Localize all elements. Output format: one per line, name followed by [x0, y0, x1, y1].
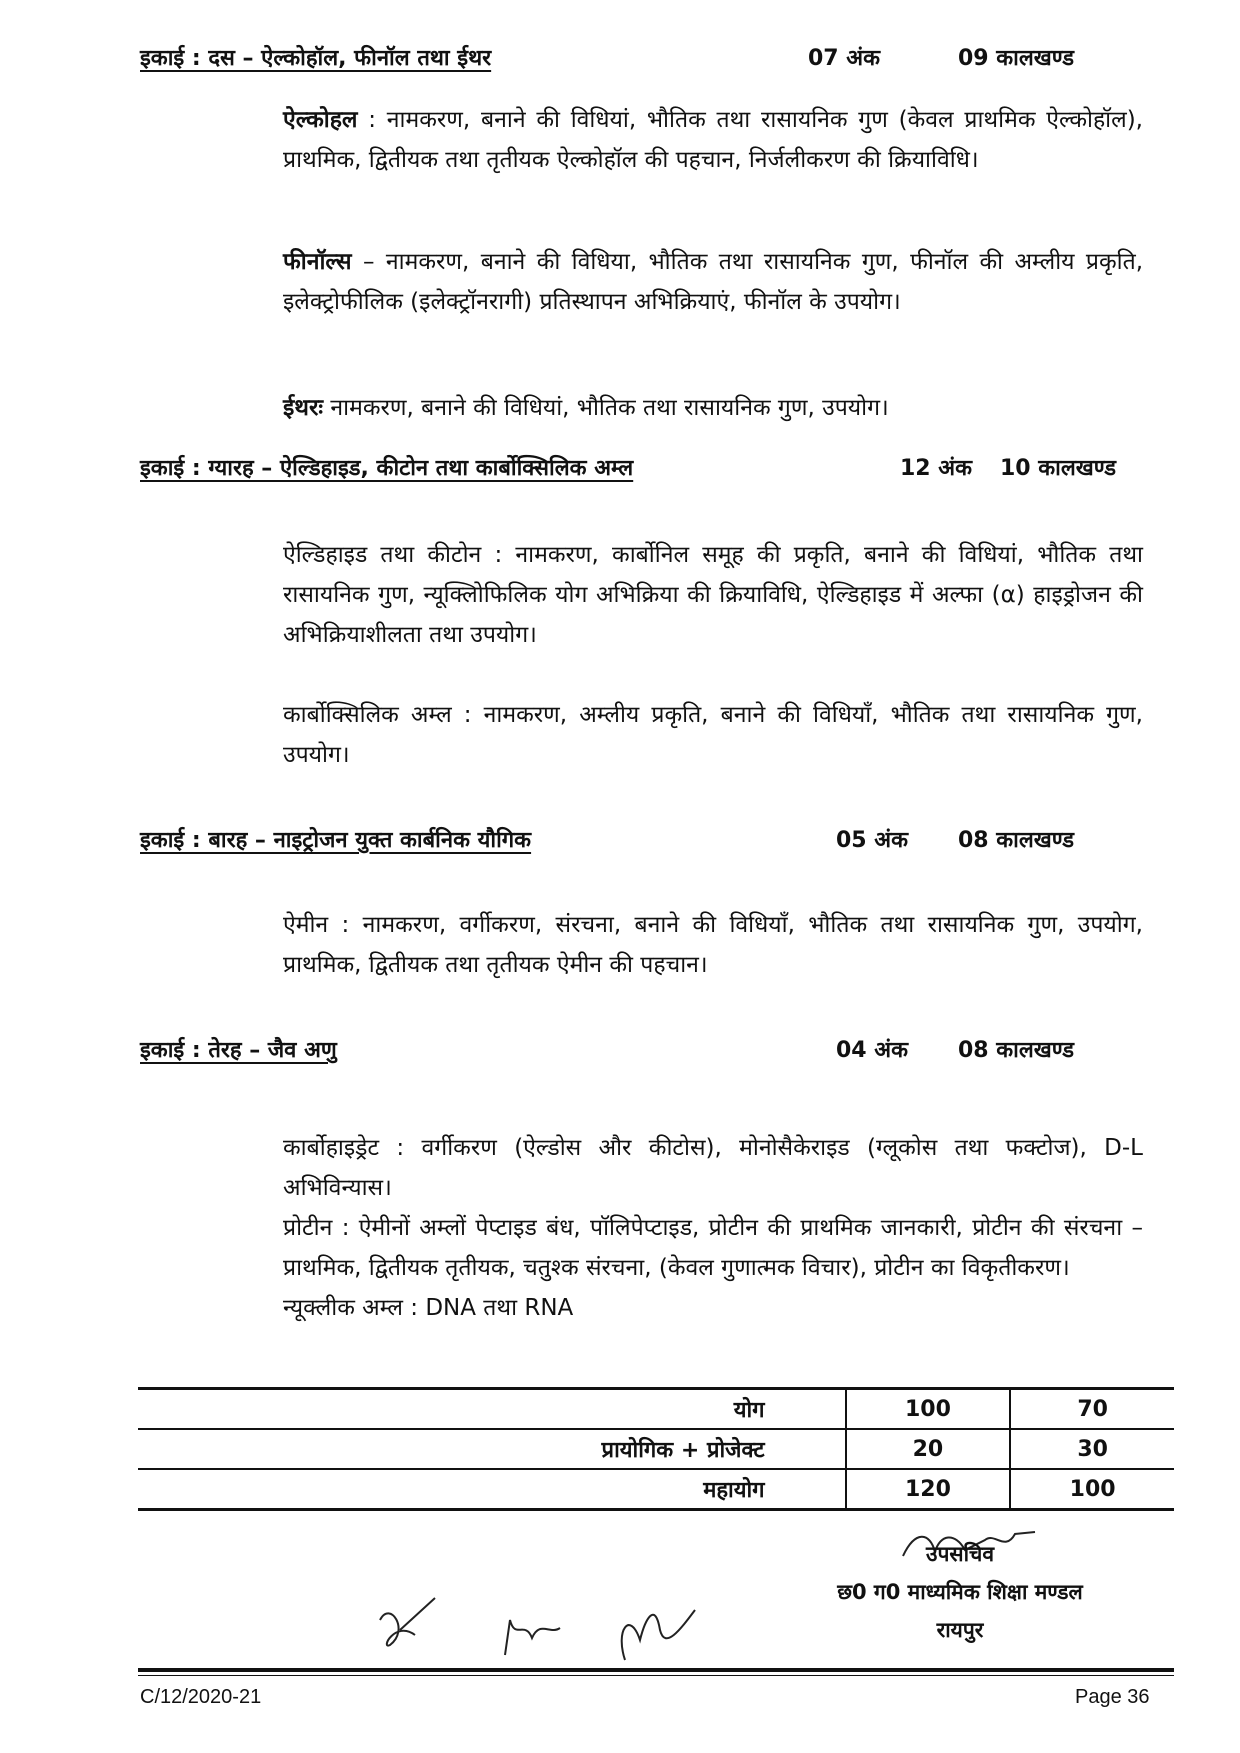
unit-13-marks: 04 अंक: [836, 1038, 908, 1063]
unit-10-heading: [140, 42, 1140, 82]
summary-total-periods: 70: [1010, 1389, 1174, 1430]
summary-label-total: योग: [733, 1398, 765, 1423]
unit-11-heading: [140, 452, 1160, 492]
summary-grand-total-periods: 100: [1010, 1469, 1174, 1510]
table-row: [138, 1469, 1174, 1510]
text-carboxylic: कार्बोक्सिलिक अम्ल : नामकरण, अम्लीय प्रकृति, बनाने की विधियाँ, भौतिक तथा रासायनिक गुण, उपयोग।: [283, 702, 1143, 768]
text-amine: ऐमीन : नामकरण, वर्गीकरण, संरचना, बनाने की विधियाँ, भौतिक तथा रासायनिक गुण, उपयोग, प्राथमिक, द्वितीयक तथा तृतीयक ऐमीन की पहचान।: [283, 912, 1143, 978]
text-aldehyde: ऐल्डिहाइड तथा कीटोन : नामकरण, कार्बोनिल समूह की प्रकृति, बनाने की विधियां, भौतिक तथा रासायनिक गुण, न्यूक्लिोफिलिक योग अभिक्रिया की क्रियाविधि, ऐल्डिहाइड में अल्फा (α) हाइड्रोजन की अभिक्रियाशीलता तथा उपयोग।: [283, 542, 1143, 648]
unit-11-para-aldehyde: [283, 535, 1143, 655]
text-ether: नामकरण, बनाने की विधियां, भौतिक तथा रासायनिक गुण, उपयोग।: [323, 395, 889, 421]
summary-grand-total-marks: 120: [846, 1469, 1011, 1510]
summary-label-practical: प्रायोगिक + प्रोजेक्ट: [601, 1438, 765, 1463]
unit-13-para-biomolecules: [283, 1128, 1143, 1328]
text-nucleic-acid: न्यूक्लीक अम्ल : DNA तथा RNA: [283, 1295, 574, 1321]
summary-total-marks: 100: [846, 1389, 1011, 1430]
unit-11-periods: 10 कालखण्ड: [1000, 456, 1117, 481]
term-ether: ईथरः: [283, 395, 324, 421]
committee-signatures: [360, 1590, 740, 1670]
summary-practical-periods: 30: [1010, 1429, 1174, 1469]
signatory-board: छ0 ग0 माध्यमिक शिक्षा मण्डल: [837, 1580, 1083, 1604]
unit-10-marks: 07 अंक: [808, 46, 880, 71]
unit-12-heading: [140, 824, 1140, 864]
unit-13-heading: [140, 1034, 1140, 1074]
unit-13-periods: 08 कालखण्ड: [958, 1038, 1075, 1063]
table-row: [138, 1389, 1174, 1430]
footer-divider: [138, 1668, 1174, 1672]
text-phenols: – नामकरण, बनाने की विधिया, भौतिक तथा रासायनिक गुण, फीनॉल की अम्लीय प्रकृति, इलेक्ट्रोफीलिक (इलेक्ट्रॉनरागी) प्रतिस्थापन अभिक्रियाएं, फीनॉल के उपयोग।: [283, 249, 1143, 315]
footer-divider-thin: [138, 1675, 1174, 1676]
unit-10-title: इकाई : दस – ऐल्कोहॉल, फीनॉल तथा ईथर: [140, 46, 492, 71]
unit-12-title: इकाई : बारह – नाइट्रोजन युक्त कार्बनिक यौगिक: [140, 828, 532, 853]
unit-11-marks: 12 अंक: [900, 456, 972, 481]
unit-10-periods: 09 कालखण्ड: [958, 46, 1075, 71]
unit-12-marks: 05 अंक: [836, 828, 908, 853]
document-code: C/12/2020-21: [140, 1686, 262, 1708]
unit-12-para-amine: [283, 905, 1143, 985]
signatory-block: [760, 1535, 1160, 1649]
term-alcohol: ऐल्कोहल: [283, 107, 358, 133]
unit-12-periods: 08 कालखण्ड: [958, 828, 1075, 853]
unit-10-para-alcohol: [283, 100, 1143, 180]
marks-summary-table: [138, 1387, 1174, 1511]
signatory-city: रायपुर: [936, 1618, 984, 1642]
unit-10-para-phenols: [283, 242, 1143, 322]
text-protein: प्रोटीन : ऐमीनों अम्लों पेप्टाइड बंध, पॉलिपेप्टाइड, प्रोटीन की प्राथमिक जानकारी, प्रोटीन की संरचना – प्राथमिक, द्वितीयक तृतीयक, चतुश्क संरचना, (केवल गुणात्मक विचार), प्रोटीन का विकृतीकरण।: [283, 1215, 1143, 1281]
text-alcohol: : नामकरण, बनाने की विधियां, भौतिक तथा रासायनिक गुण (केवल प्राथमिक ऐल्कोहॉल), प्राथमिक, द्वितीयक तथा तृतीयक ऐल्कोहॉल की पहचान, निर्जलीकरण की क्रियाविधि।: [283, 107, 1143, 173]
term-phenols: फीनॉल्स: [283, 249, 352, 275]
summary-label-grand-total: महायोग: [703, 1478, 765, 1503]
signatory-designation: उपसचिव: [925, 1542, 995, 1566]
unit-10-para-ether: [283, 388, 1143, 428]
unit-11-para-carboxylic: [283, 695, 1143, 775]
unit-11-title: इकाई : ग्यारह – ऐल्डिहाइड, कीटोन तथा कार्बोक्सिलिक अम्ल: [140, 456, 634, 481]
unit-13-title: इकाई : तेरह – जैव अणु: [140, 1038, 337, 1063]
text-carbohydrate: कार्बोहाइड्रेट : वर्गीकरण (ऐल्डोस और कीटोस), मोनोसैकेराइड (ग्लूकोस तथा फक्टोज), D-L अभिविन्यास।: [283, 1135, 1143, 1201]
table-row: [138, 1429, 1174, 1469]
summary-practical-marks: 20: [846, 1429, 1011, 1469]
page-number: Page 36: [1075, 1686, 1150, 1708]
